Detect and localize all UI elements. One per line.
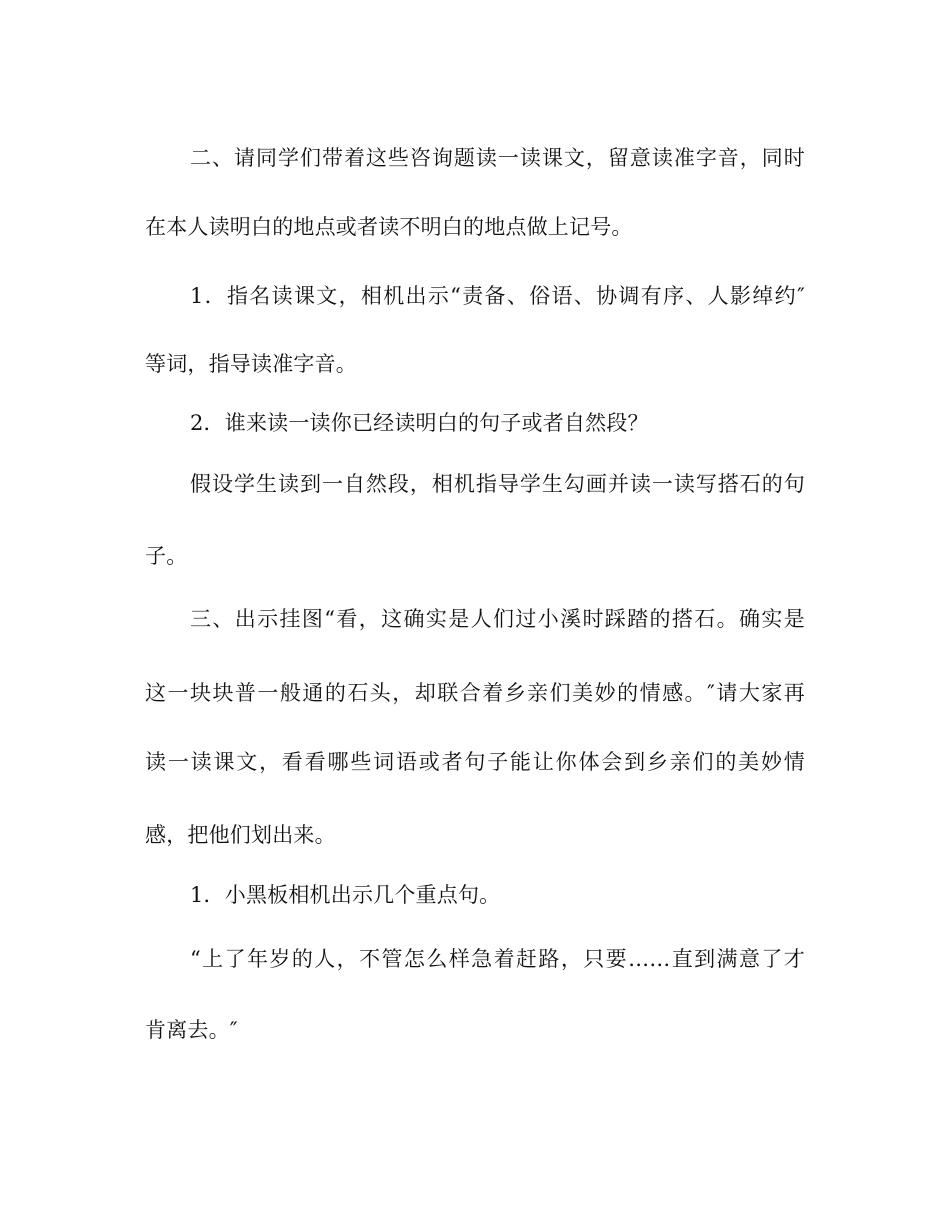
paragraph-line: 二、请同学们带着这些咨询题读一读课文，留意读准字音，同时	[190, 146, 805, 170]
paragraph-line: “上了年岁的人，不管怎么样急着赶路，只要……直到满意了才	[190, 947, 805, 971]
paragraph-line: 1．小黑板相机出示几个重点句。	[190, 883, 501, 907]
paragraph-line: 子。	[145, 544, 188, 568]
paragraph-line: 这一块块普一般通的石头，却联合着乡亲们美妙的情感。″请大家再	[145, 681, 805, 705]
paragraph-line: 假设学生读到一自然段，相机指导学生勾画并读一读写搭石的句	[190, 472, 805, 496]
paragraph-line: 等词，指导读准字音。	[145, 352, 357, 376]
paragraph-line: 肯离去。″	[145, 1018, 238, 1042]
paragraph-line: 2．谁来读一读你已经读明白的句子或者自然段？	[190, 411, 649, 435]
paragraph-line: 在本人读明白的地点或者读不明白的地点做上记号。	[145, 215, 633, 239]
paragraph-line: 读一读课文，看看哪些词语或者句子能让你体会到乡亲们的美妙情	[145, 750, 805, 774]
paragraph-line: 1．指名读课文，相机出示“责备、俗语、协调有序、人影绰约″	[190, 284, 805, 308]
paragraph-line: 三、出示挂图“看，这确实是人们过小溪时踩踏的搭石。确实是	[190, 607, 805, 631]
paragraph-line: 感，把他们划出来。	[145, 823, 336, 847]
